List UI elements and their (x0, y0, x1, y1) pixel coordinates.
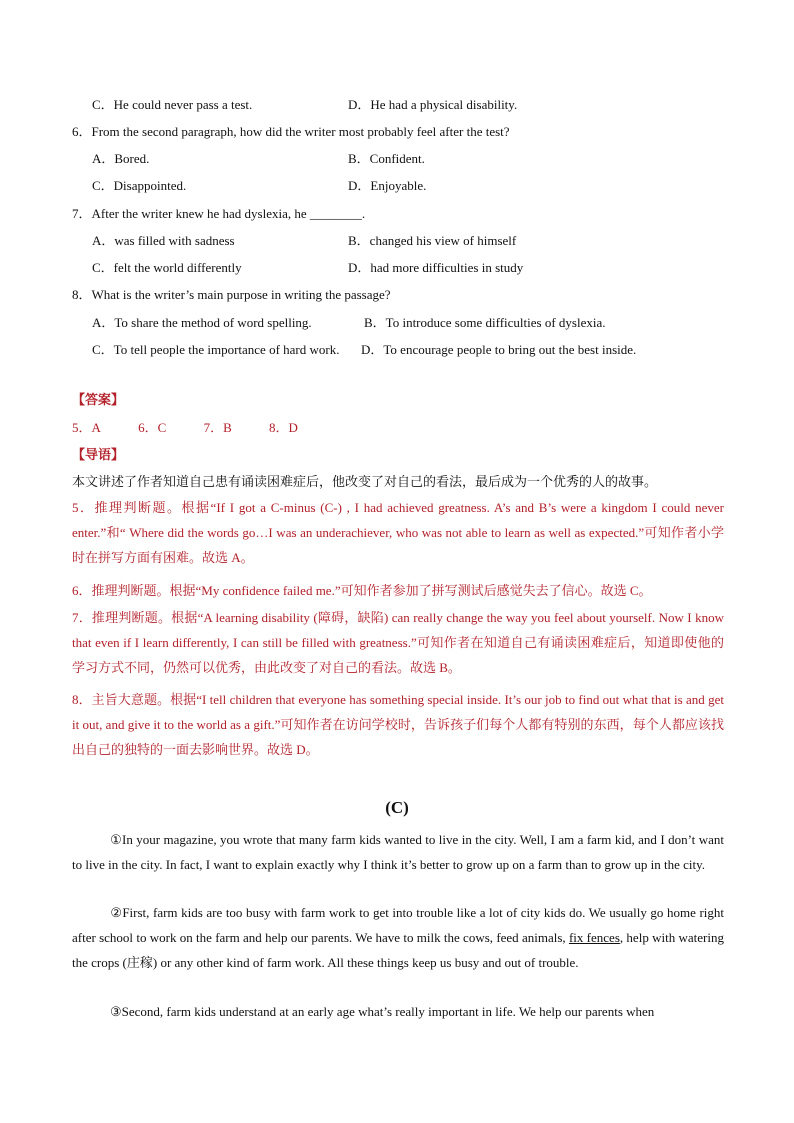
q6-stem: 6．From the second paragraph, how did the writer most probably feel after the test? (72, 124, 510, 139)
explanation-6: 6．推理判断题。根据“My confidence failed me.”可知作者参加了拼写测试后感觉失去了信心。故选 C。 (72, 583, 652, 598)
q7-option-d: D．had more difficulties in study (348, 260, 524, 275)
passage-c-paragraph-3 (72, 1000, 724, 1025)
q5-option-d: D．He had a physical disability. (348, 97, 518, 112)
answer-8: 8．D (268, 420, 298, 435)
answer-6: 6．C (138, 420, 167, 435)
passage-c-paragraph-2 (72, 901, 724, 975)
paragraph-2-text-end: , help with watering the crops (庄稼) or any other kind of farm work. All these things keep us busy and out of trouble. (72, 929, 724, 970)
answer-heading: 【答案】 (72, 392, 125, 407)
q6-option-b: B．Confident. (348, 151, 425, 166)
paragraph-2-text-start: ②First, farm kids are too busy with farm work to get into trouble like a lot of city kids do. We usually go home right after school to work on the farm and help our parents. We have to milk the cows, feed animals, (72, 905, 724, 945)
q8-option-a: A．To share the method of word spelling. (92, 315, 312, 330)
q6-option-d: D．Enjoyable. (348, 178, 427, 193)
paragraph-3-text: ③Second, farm kids understand at an early age what’s really important in life. We help our parents when (110, 1004, 655, 1019)
guide-summary: 本文讲述了作者知道自己患有诵读困难症后，他改变了对自己的看法，最后成为一个优秀的人的故事。 (72, 474, 658, 489)
q8-stem: 8．What is the writer’s main purpose in writing the passage? (72, 287, 391, 302)
passage-c-paragraph-1 (72, 828, 724, 878)
answer-5: 5．A (72, 420, 101, 435)
explanation-7: 7．推理判断题。根据“A learning disability (障碍，缺陷) can really change the way you feel about yourself. Now I know that even if I learn differently, I can still be filled with greatness.”可知作者在知道自己有诵读困难症后，知道即使他的学习方式不同，仍然可以优秀，由此改变了对自己的看法。故选 B。 (72, 610, 724, 675)
q8-option-d: D．To encourage people to bring out the best inside. (361, 342, 637, 357)
guide-heading: 【导语】 (72, 447, 125, 462)
q7-option-b: B．changed his view of himself (348, 233, 517, 248)
answer-7: 7．B (203, 420, 232, 435)
paragraph-1-text: ①In your magazine, you wrote that many farm kids wanted to live in the city. Well, I am a farm kid, and I don’t want to live in the city. In fact, I want to explain exactly why I think it’s better to grow up on a farm than to grow up in the city. (72, 832, 724, 872)
q6-option-c: C．Disappointed. (92, 178, 187, 193)
q8-option-c: C．To tell people the importance of hard work. (92, 342, 340, 357)
underlined-phrase-fix-fences: fix fences (568, 929, 620, 945)
q8-option-b: B．To introduce some difficulties of dyslexia. (364, 315, 606, 330)
q7-option-c: C．felt the world differently (92, 260, 242, 275)
q6-option-a: A．Bored. (92, 151, 150, 166)
explanation-8: 8．主旨大意题。根据“I tell children that everyone has something special inside. It’s our job to find out what that is and get it out, and give it to the world as a gift.”可知作者在访问学校时，告诉孩子们每个人都有特别的东西，每个人都应该找出自己的独特的一面去影响世界。故选 D。 (72, 692, 724, 757)
q7-option-a: A．was filled with sadness (92, 233, 235, 248)
explanation-5: 5．推理判断题。根据“If I got a C-minus (C-) , I had achieved greatness. A’s and B’s were a kingdom I could never enter.”和“ Where did the words go…I was an underachiever, who was not able to learn as well as expected.”可知作者小学时在拼写方面有困难。故选 A。 (72, 500, 724, 565)
answer-list (72, 420, 332, 436)
q7-stem: 7．After the writer knew he had dyslexia, he ________. (72, 206, 366, 221)
passage-c-title: (C) (385, 798, 409, 817)
q5-option-c: C．He could never pass a test. (92, 97, 253, 112)
